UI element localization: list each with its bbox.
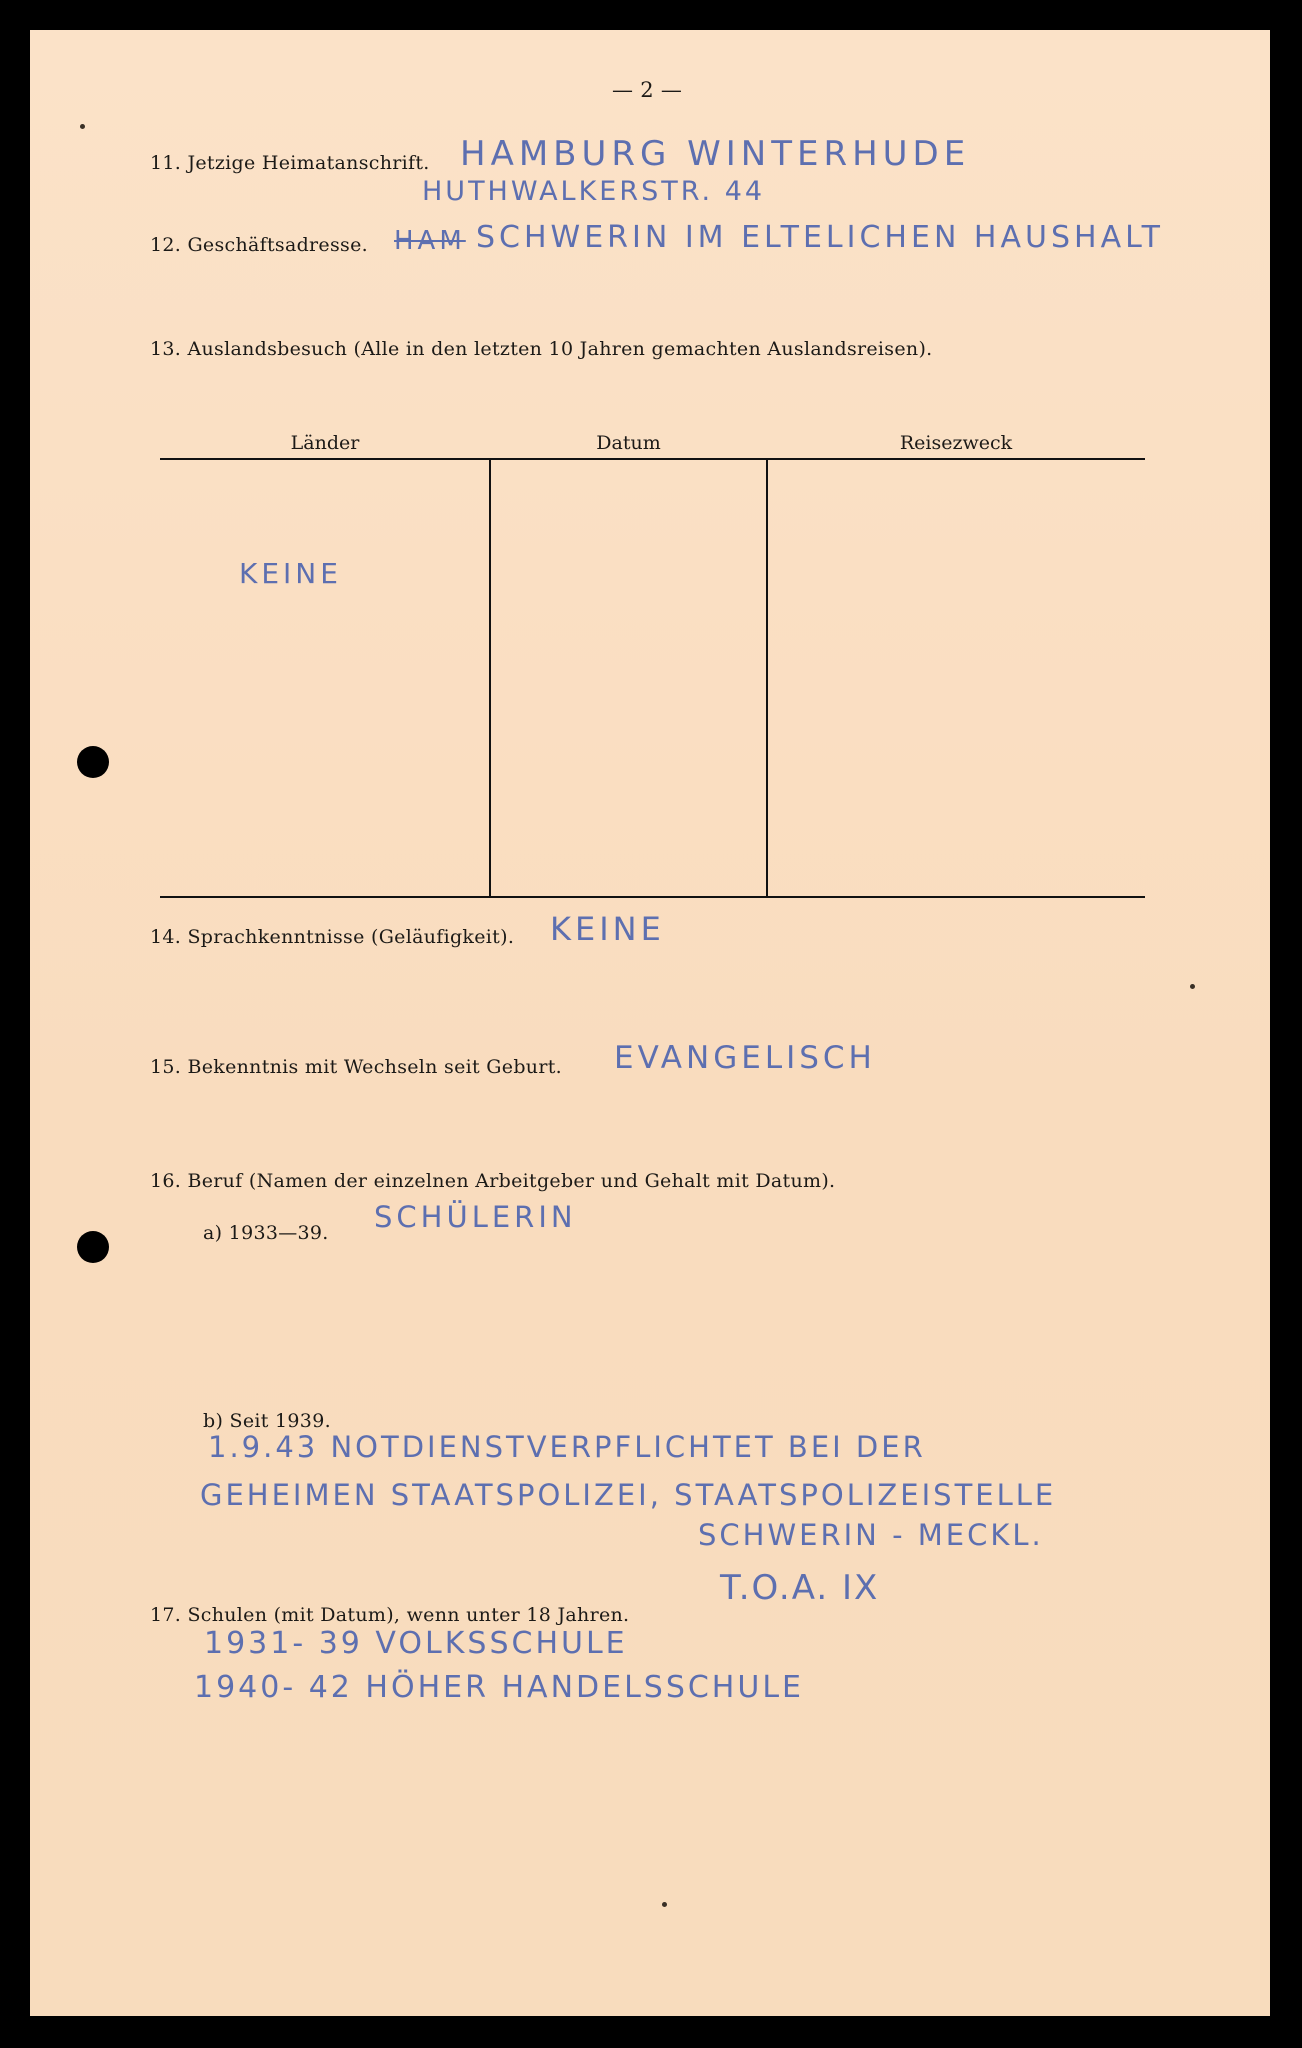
item-16b-value-line1: 1.9.43 NOTDIENSTVERPFLICHTET BEI DER (208, 1430, 926, 1464)
table-cell-laender (160, 459, 490, 897)
column-header-datum: Datum (490, 422, 767, 459)
item-11-value-line2: HUTHWALKERSTR. 44 (422, 176, 766, 207)
item-17-label: 17. Schulen (mit Datum), wenn unter 18 Jahren. (150, 1604, 630, 1626)
item-16b-value-line3: SCHWERIN - MECKL. (698, 1518, 1044, 1552)
foreign-travel-table (160, 422, 1145, 898)
item-16b-label: b) Seit 1939. (203, 1410, 331, 1432)
item-17-value-line2: 1940- 42 HÖHER HANDELSSCHULE (194, 1670, 804, 1705)
item-12-label: 12. Geschäftsadresse. (150, 234, 368, 256)
item-15-label: 15. Bekenntnis mit Wechseln seit Geburt. (150, 1056, 562, 1078)
item-16-label: 16. Beruf (Namen der einzelnen Arbeitgeber und Gehalt mit Datum). (150, 1170, 836, 1192)
item-14-value: KEINE (550, 910, 665, 948)
item-16b-value-line2: GEHEIMEN STAATSPOLIZEI, STAATSPOLIZEISTELLE (200, 1478, 1057, 1512)
item-13-label: 13. Auslandsbesuch (Alle in den letzten 10 Jahren gemachten Auslandsreisen). (150, 338, 933, 360)
punch-hole-lower (77, 1231, 109, 1263)
item-12-struck-text: HAM (394, 226, 466, 256)
page-number: — 2 — (612, 78, 683, 102)
table-cell-datum (490, 459, 767, 897)
item-11-label: 11. Jetzige Heimatanschrift. (150, 152, 430, 174)
table-row (160, 459, 1145, 897)
column-header-reisezweck: Reisezweck (767, 422, 1145, 459)
paper-speck (662, 1902, 667, 1907)
table-entry-keine: KEINE (239, 557, 342, 590)
item-17-value-line1: 1931- 39 VOLKSSCHULE (204, 1626, 628, 1661)
item-16b-value-line4: T.O.A. IX (720, 1568, 880, 1608)
item-15-value: EVANGELISCH (614, 1040, 876, 1076)
paper-speck (1190, 984, 1195, 989)
punch-hole-upper (77, 746, 109, 778)
paper-speck (80, 124, 85, 129)
item-12-value: SCHWERIN IM ELTELICHEN HAUSHALT (476, 220, 1164, 255)
item-14-label: 14. Sprachkenntnisse (Geläufigkeit). (150, 926, 515, 948)
item-16a-label: a) 1933—39. (203, 1222, 329, 1244)
column-header-laender: Länder (160, 422, 490, 459)
item-11-value-line1: HAMBURG WINTERHUDE (460, 134, 971, 174)
form-page (30, 30, 1270, 2016)
table-cell-reisezweck (767, 459, 1145, 897)
item-16a-value: SCHÜLERIN (374, 1200, 577, 1234)
